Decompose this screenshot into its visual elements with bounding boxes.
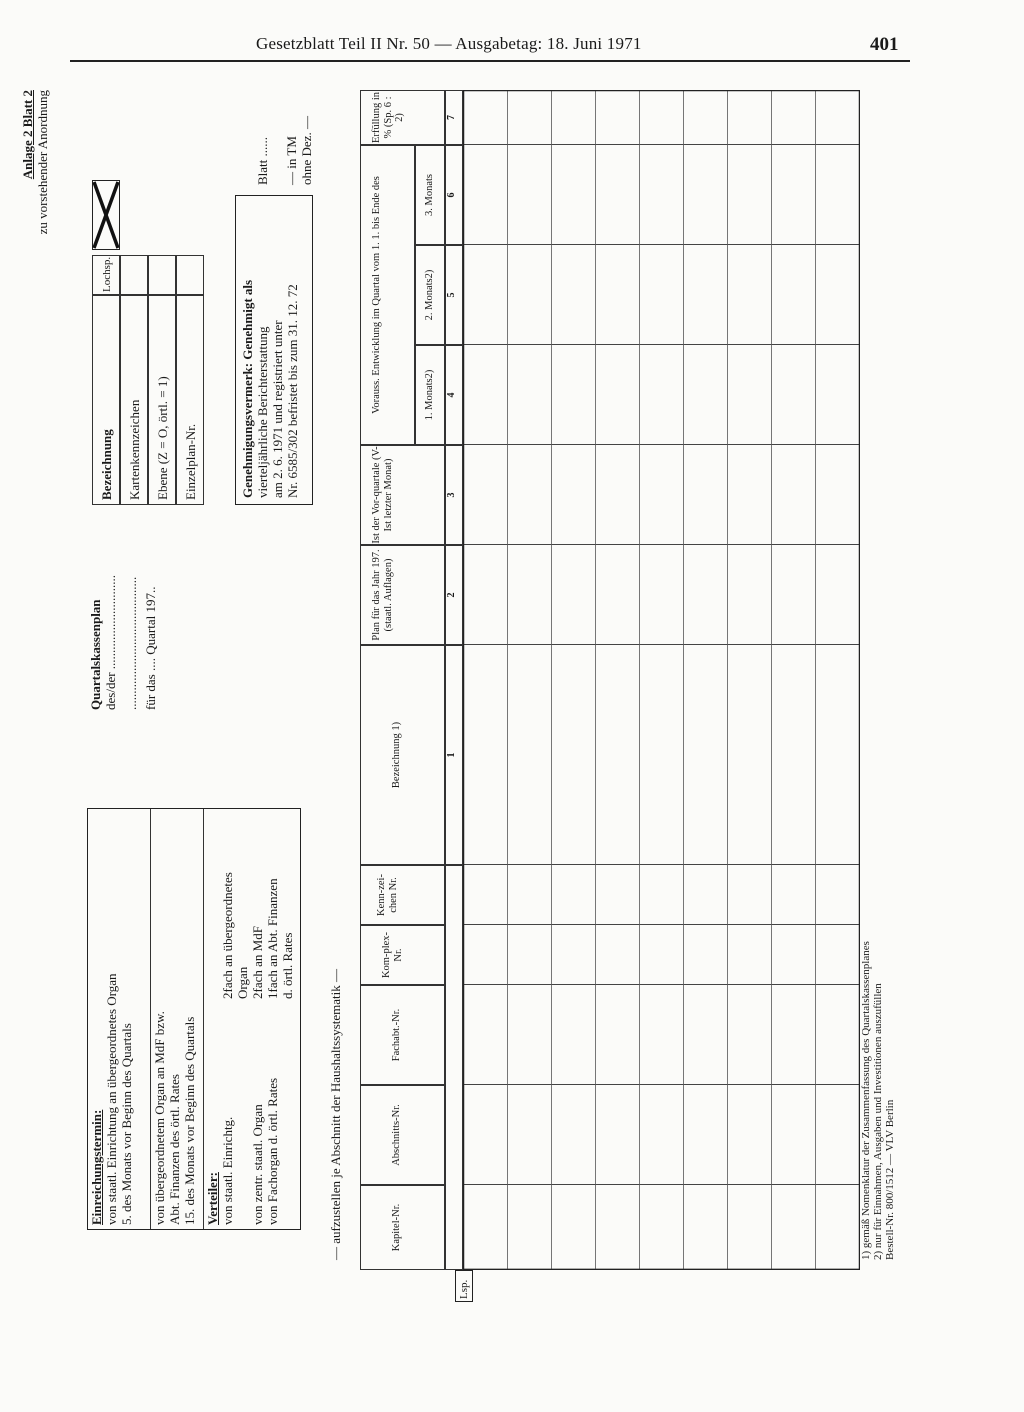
bezeichnung-box: [92, 255, 204, 505]
note-line: — aufzustellen je Abschnitt der Haushaltssystematik —: [328, 969, 343, 1260]
einreichung-line: 15. des Monats vor Beginn des Quartals: [182, 1016, 197, 1225]
kartenkennzeichen-label: Kartenkennzeichen: [127, 399, 142, 500]
bezeichnung-label: Bezeichnung: [99, 429, 114, 500]
footnotes: [860, 360, 896, 1260]
footnote: 2) nur für Einnahmen, Ausgaben und Investitionen auszufüllen: [872, 983, 884, 1260]
einzelplan-label: Einzelplan-Nr.: [183, 423, 198, 500]
col-monat2: 2. Monats2): [415, 245, 445, 345]
einreichung-section-1: [88, 809, 151, 1229]
verteiler-from: von Fachorgan d. örtl. Rates: [265, 1077, 280, 1225]
page-header: [0, 34, 1024, 60]
einreichung-heading: Einreichungstermin:: [89, 1109, 104, 1225]
lsp-box: [455, 1270, 473, 1302]
colnum-1: 1: [445, 645, 463, 865]
einreichung-section-2: [151, 809, 204, 1229]
lochsp-label: Lochsp.: [101, 256, 113, 292]
col-vorauss: Vorauss. Entwicklung im Quartal vom 1. 1. bis Ende des: [360, 145, 415, 445]
colnum-4: 4: [445, 345, 463, 445]
verteiler-from: von zentr. staatl. Organ: [250, 1104, 265, 1225]
verteiler-to: 2fach an übergeordnetes: [220, 872, 235, 999]
footnote: 1) gemäß Nomenklatur der Zusammenfassung des Quartalskassenplanes: [860, 941, 872, 1260]
quartal-block: [88, 510, 158, 710]
genehmigung-box: [235, 195, 313, 505]
genehmigung-line: vierteljährliche Berichterstattung: [255, 326, 270, 498]
quartal-title: Quartalskassenplan: [88, 599, 103, 710]
lochsp-cell: [92, 255, 120, 295]
anlage-subtitle: zu vorstehender Anordnung: [35, 90, 50, 235]
einzelplan-row: [176, 295, 204, 505]
lochsp-cell: [176, 255, 204, 295]
rotated-form: [20, 90, 910, 1300]
verteiler-to: d. örtl. Rates: [280, 932, 295, 999]
einreichung-box: [87, 808, 301, 1230]
col-erfuellung: Erfüllung in % (Sp. 6 : 2): [360, 90, 445, 145]
page-number: 401: [870, 34, 899, 55]
einreichung-line: von staatl. Einrichtung an übergeordnetes Organ: [104, 973, 119, 1225]
main-table: [360, 90, 860, 1270]
table-body-grid: [463, 90, 860, 1270]
col-bezeichnung: Bezeichnung 1): [360, 645, 445, 865]
col-monat1: 1. Monats2): [415, 345, 445, 445]
bezeichnung-row: [92, 295, 120, 505]
kartenkennzeichen-row: [120, 295, 148, 505]
col-plan: Plan für das Jahr 197. (staatl. Auflagen): [360, 545, 445, 645]
verteiler-to: 1fach an Abt. Finanzen: [265, 878, 280, 999]
quartal-line: .........................................: [124, 576, 139, 710]
colnum-blank: [445, 865, 463, 1270]
col-kapitel: Kapitel-Nr.: [360, 1185, 445, 1270]
einreichung-line: von übergeordnetem Organ an MdF bzw.: [152, 1011, 167, 1225]
colnum-5: 5: [445, 245, 463, 345]
blatt-unit: ohne Dez. —: [299, 116, 314, 185]
colnum-7: 7: [445, 90, 463, 145]
blatt-block: [255, 90, 314, 185]
einreichung-line: Abt. Finanzen des örtl. Rates: [167, 1074, 182, 1225]
genehmigung-line: am 2. 6. 1971 und registriert unter: [270, 320, 285, 498]
header-rule: [70, 60, 910, 62]
ebene-label: Ebene (Z = O, örtl. = 1): [155, 376, 170, 500]
blatt-label: Blatt ......: [255, 136, 270, 185]
gazette-title: Gesetzblatt Teil II Nr. 50 — Ausgabetag: 18. Juni 1971: [256, 34, 642, 53]
einreichung-line: 5. des Monats vor Beginn des Quartals: [119, 1023, 134, 1225]
lochsp-cell: [148, 255, 176, 295]
lochsp-cell: [120, 255, 148, 295]
quartal-line: für das .... Quartal 197..: [143, 586, 158, 710]
verteiler-to: Organ: [235, 966, 250, 999]
genehmigung-line: Nr. 6585/302 befristet bis zum 31. 12. 72: [285, 284, 300, 498]
verteiler-from: von staatl. Einrichtg.: [220, 1116, 235, 1225]
anlage-block: [20, 90, 50, 320]
colnum-3: 3: [445, 445, 463, 545]
ebene-row: [148, 295, 176, 505]
cross-out-icon: [92, 180, 120, 250]
grid-border: [464, 91, 860, 1270]
genehmigung-line: Genehmigungsvermerk: Genehmigt als: [240, 279, 255, 498]
colnum-2: 2: [445, 545, 463, 645]
col-ist: Ist der Vor-quartale (V-Ist letzter Monat): [360, 445, 445, 545]
col-abschnitt: Abschnitts-Nr.: [360, 1085, 445, 1185]
colnum-6: 6: [445, 145, 463, 245]
footnote: Bestell-Nr. 800/1512 — VLV Berlin: [884, 1099, 896, 1260]
quartal-line: des/der .............................: [103, 574, 118, 710]
verteiler-to: 2fach an MdF: [250, 926, 265, 999]
verteiler-section: [204, 809, 298, 1229]
verteiler-heading: Verteiler:: [205, 1172, 220, 1225]
col-kenn: Kenn-zei-chen Nr.: [360, 865, 445, 925]
anlage-title: Anlage 2 Blatt 2: [20, 90, 35, 180]
lsp-label: Lsp.: [458, 1279, 470, 1299]
col-fachabt: Fachabt.-Nr.: [360, 985, 445, 1085]
col-monat3: 3. Monats: [415, 145, 445, 245]
col-komplex: Kom-plex-Nr.: [360, 925, 445, 985]
blatt-unit: — in TM: [284, 136, 299, 185]
